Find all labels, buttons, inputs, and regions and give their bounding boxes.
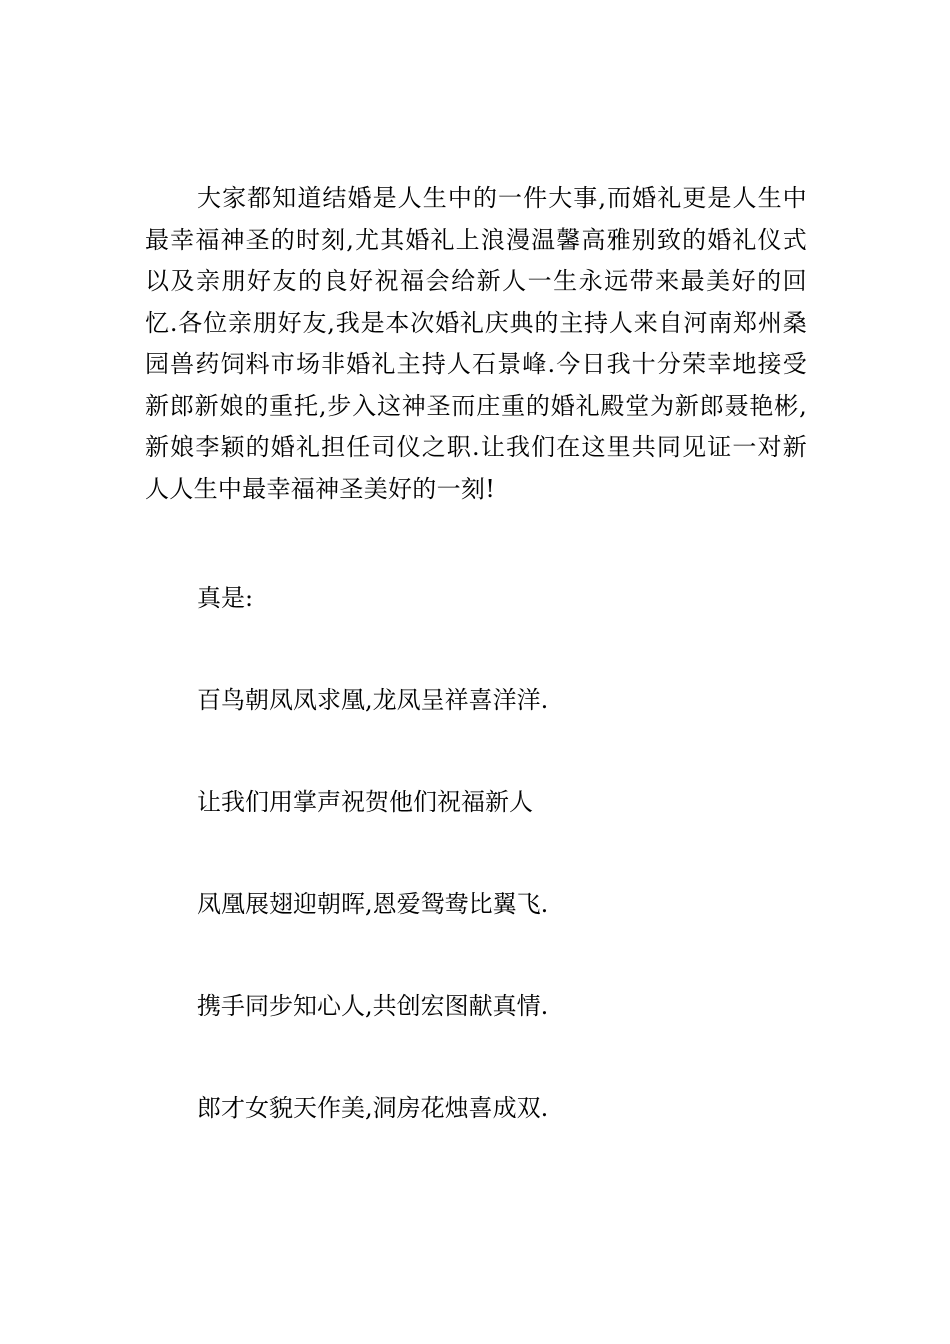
verse-line-5: 郎才女貌天作美,洞房花烛喜成双. — [197, 1094, 549, 1122]
verse-line-2: 让我们用掌声祝贺他们祝福新人 — [197, 788, 533, 816]
verse-intro-line: 真是: — [197, 584, 254, 612]
intro-paragraph: 大家都知道结婚是人生中的一件大事,而婚礼更是人生中最幸福神圣的时刻,尤其婚礼上浪漫温馨高雅别致的婚礼仪式以及亲朋好友的良好祝福会给新人一生永远带来最美好的回忆.各位亲朋好友,我是本次婚礼庆典的主持人来自河南郑州桑园兽药饲料市场非婚礼主持人石景峰.今日我十分荣幸地接受新郎新娘的重托,步入这神圣而庄重的婚礼殿堂为新郎聂艳彬,新娘李颖的婚礼担任司仪之职.让我们在这里共同见证一对新人人生中最幸福神圣美好的一刻! — [145, 184, 807, 503]
verse-line-1: 百鸟朝凤凤求凰,龙凤呈祥喜洋洋. — [197, 686, 549, 714]
verse-line-3: 凤凰展翅迎朝晖,恩爱鸳鸯比翼飞. — [197, 890, 549, 918]
document-page — [145, 178, 807, 1126]
verse-line-4: 携手同步知心人,共创宏图献真情. — [197, 992, 549, 1020]
